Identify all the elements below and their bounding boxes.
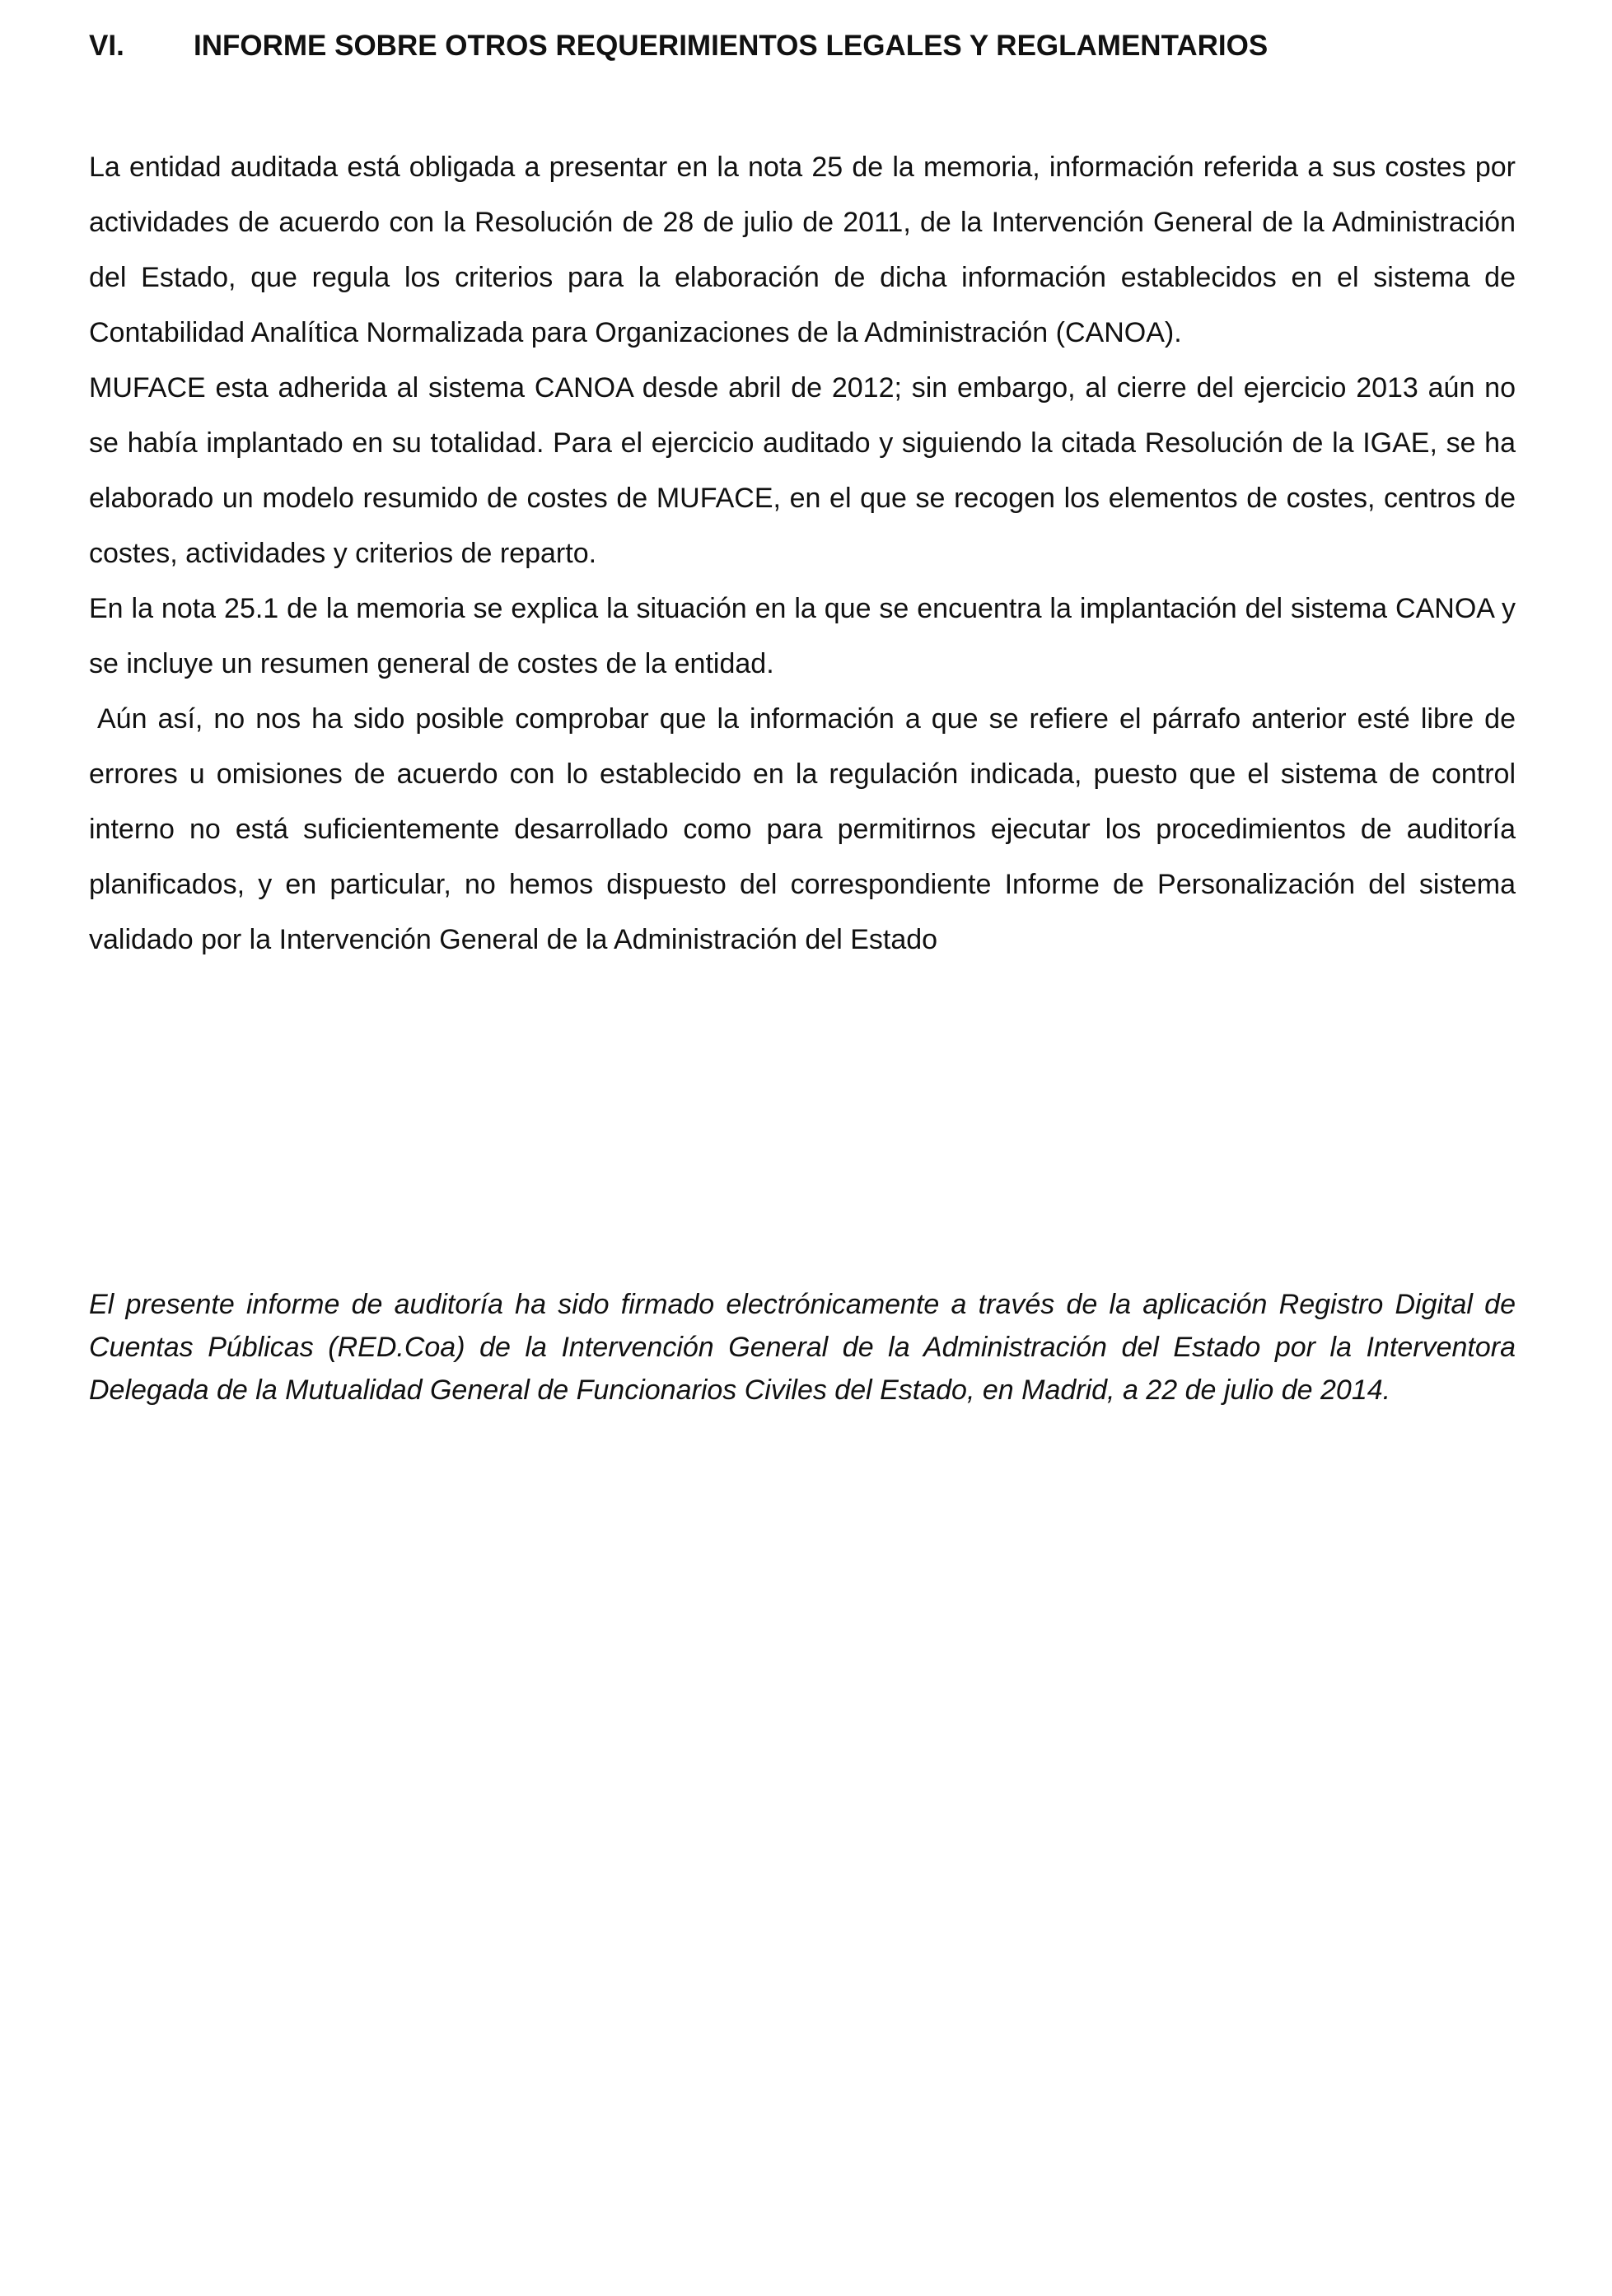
paragraph-limitation: Aún así, no nos ha sido posible comprobar que la información a que se refiere el párrafo anterior esté libre de errores u omisiones de acuerdo con lo establecido en la regulación indicada, puesto que el sistema de control interno no está suficientemente desarrollado como para permitirnos ejecutar los procedimientos de auditoría planificados, y en particular, no hemos dispuesto del correspondiente Informe de Personalización del sistema validado por la Intervención General de la Administración del Estado: [89, 703, 1516, 955]
report-body: [89, 140, 1516, 968]
paragraph-muface-canoa: MUFACE esta adherida al sistema CANOA desde abril de 2012; sin embargo, al cierre del ejercicio 2013 aún no se había implantado en su totalidad. Para el ejercicio auditado y siguiendo la citada Resolución de la IGAE, se ha elaborado un modelo resumido de costes de MUFACE, en el que se recogen los elementos de costes, centros de costes, actividades y criterios de reparto.: [89, 372, 1516, 569]
electronic-signature-note: [89, 1283, 1516, 1412]
section-heading: [89, 26, 1522, 66]
paragraph-note-25-1: En la nota 25.1 de la memoria se explica la situación en la que se encuentra la implantación del sistema CANOA y se incluye un resumen general de costes de la entidad.: [89, 593, 1516, 679]
paragraph-costs-requirement: La entidad auditada está obligada a presentar en la nota 25 de la memoria, información referida a sus costes por actividades de acuerdo con la Resolución de 28 de julio de 2011, de la Intervención General de la Administración del Estado, que regula los criterios para la elaboración de dicha información establecidos en el sistema de Contabilidad Analítica Normalizada para Organizaciones de la Administración (CANOA).: [89, 152, 1516, 348]
signature-text: El presente informe de auditoría ha sido firmado electrónicamente a través de la aplicación Registro Digital de Cuentas Públicas (RED.Coa) de la Intervención General de la Administración del Estado por la Interventora Delegada de la Mutualidad General de Funcionarios Civiles del Estado, en Madrid, a 22 de julio de 2014.: [89, 1289, 1516, 1406]
section-title: INFORME SOBRE OTROS REQUERIMIENTOS LEGALES Y REGLAMENTARIOS: [194, 30, 1269, 62]
section-number: VI.: [89, 30, 124, 62]
